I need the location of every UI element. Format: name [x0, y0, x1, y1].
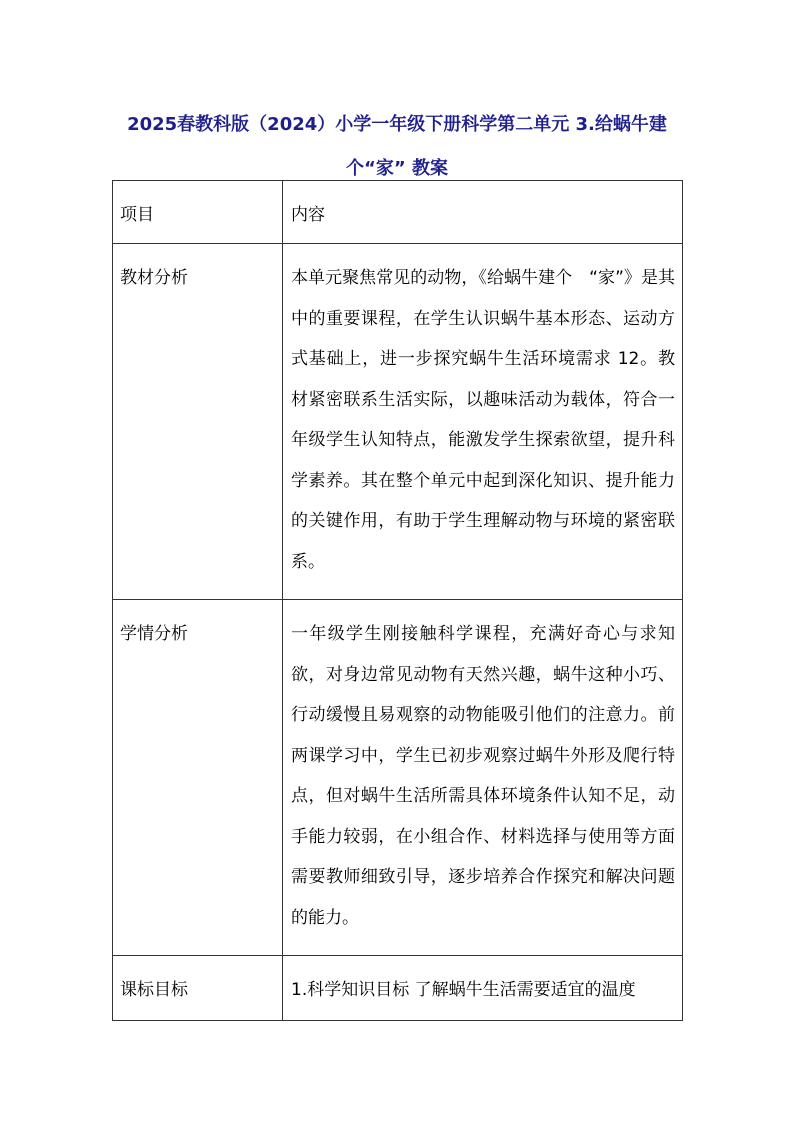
row-content-text: 本单元聚焦常见的动物，《给蜗牛建个 “家”》是其中的重要课程，在学生认识蜗牛基本形态、运动方式基础上，进一步探究蜗牛生活环境需求 12。教材紧密联系生活实际，以趣味活动为载体，符合一年级学生认知特点，能激发学生探索欲望，提升科学素养。其在整个单元中起到深化知识、提升能力的关键作用，有助于学生理解动物与环境的紧密联系。	[291, 268, 675, 572]
header-content-label: 内容	[291, 205, 325, 225]
table-row	[113, 956, 683, 1021]
lesson-plan-table	[112, 180, 683, 1021]
row-item-label: 教材分析	[120, 268, 188, 288]
header-item-label: 项目	[120, 205, 154, 225]
table-header-row	[113, 181, 683, 244]
item-cell	[113, 600, 283, 956]
row-content-text: 一年级学生刚接触科学课程，充满好奇心与求知欲，对身边常见动物有天然兴趣，蜗牛这种小巧、行动缓慢且易观察的动物能吸引他们的注意力。前两课学习中，学生已初步观察过蜗牛外形及爬行特点，但对蜗牛生活所需具体环境条件认知不足，动手能力较弱，在小组合作、材料选择与使用等方面需要教师细致引导，逐步培养合作探究和解决问题的能力。	[291, 624, 675, 928]
row-item-label: 课标目标	[120, 980, 188, 1000]
page-title: 2025春教科版（2024）小学一年级下册科学第二单元 3.给蜗牛建个“家” 教案	[127, 114, 667, 179]
item-cell	[113, 244, 283, 600]
content-cell	[283, 956, 683, 1021]
row-item-label: 学情分析	[120, 624, 188, 644]
header-cell-content	[283, 181, 683, 244]
table-row	[113, 244, 683, 600]
table-row	[113, 600, 683, 956]
content-cell	[283, 244, 683, 600]
row-content-text: 1.科学知识目标 了解蜗牛生活需要适宜的温度	[291, 980, 636, 1000]
content-cell	[283, 600, 683, 956]
header-cell-item	[113, 181, 283, 244]
item-cell	[113, 956, 283, 1021]
